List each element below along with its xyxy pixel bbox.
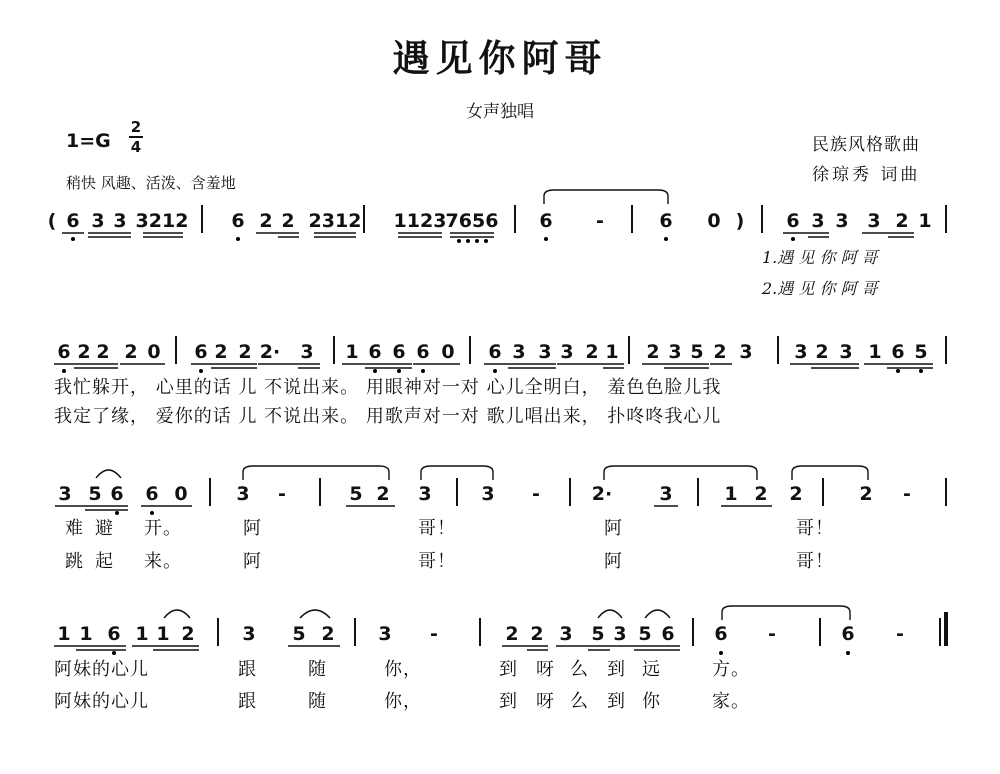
song-style: 民族风格歌曲 [812, 135, 920, 155]
time-signature-bottom: 4 [130, 138, 142, 156]
lyric-word: 你， [384, 691, 422, 712]
octave-dot [115, 511, 119, 515]
note: 3 [481, 483, 495, 505]
lyric-word: 么 [570, 691, 589, 712]
note: - [903, 483, 911, 505]
lyric-word: 你， [384, 659, 422, 680]
note: 1 [79, 623, 93, 645]
tie-slur [243, 466, 389, 480]
score-notes [48, 210, 932, 645]
lyric-word: 难 [65, 518, 84, 539]
tempo-marking: 稍快 风趣、活泼、含羞地 [66, 174, 236, 192]
note: 3 [613, 623, 627, 645]
note: 5 [88, 483, 102, 505]
note: 5 [349, 483, 363, 505]
octave-dot [466, 239, 470, 243]
note: - [430, 623, 438, 645]
octave-dot [493, 369, 497, 373]
note: 3 [242, 623, 256, 645]
note: 2 [585, 341, 599, 363]
note: - [278, 483, 286, 505]
note: 6 [714, 623, 728, 645]
lyric-word: 跟 [238, 659, 257, 680]
note: 6 [194, 341, 208, 363]
note: 3 [300, 341, 314, 363]
lyric-verse-2: 2.遇 见 你 阿 哥 [762, 279, 878, 298]
note: 6 [659, 210, 673, 232]
octave-dot [397, 369, 401, 373]
note: 1 [345, 341, 359, 363]
lyric-word: 到 [607, 659, 626, 680]
lyric-word: 阿 [604, 518, 623, 539]
note: 6 [891, 341, 905, 363]
note: 5 [914, 341, 928, 363]
octave-dot [484, 239, 488, 243]
note: 3 [236, 483, 250, 505]
note: 2 [895, 210, 909, 232]
note: 2 [754, 483, 768, 505]
song-title: 遇见你阿哥 [392, 37, 608, 80]
note: 3 [867, 210, 881, 232]
lyric-line-2-verse-1: 我忙躲开， 心里的话 儿 不说出来。 用眼神对一对 心儿全明白， 羞色色脸儿我 [54, 377, 722, 398]
lyric-word: 开。 [144, 518, 182, 539]
note: - [768, 623, 776, 645]
lyric-word: 哥！ [796, 551, 834, 572]
lyric-word: 阿妹的心儿 [54, 659, 149, 680]
note: 2 [321, 623, 335, 645]
note: 2 [505, 623, 519, 645]
octave-dot [112, 651, 116, 655]
tie-slur [604, 466, 757, 480]
note: 1 [135, 623, 149, 645]
note: 2 [181, 623, 195, 645]
note: 6 [368, 341, 382, 363]
lyric-line-2-verse-2: 我定了缘， 爱你的话 儿 不说出来。 用歌声对一对 歌儿唱出来， 扑咚咚我心儿 [54, 406, 722, 427]
octave-dot [373, 369, 377, 373]
octave-dot [457, 239, 461, 243]
octave-dot [150, 511, 154, 515]
note: 3 [378, 623, 392, 645]
note: 3 [512, 341, 526, 363]
note: 3 [538, 341, 552, 363]
note: 3 [113, 210, 127, 232]
octave-dot [719, 651, 723, 655]
tie-slur [421, 466, 493, 480]
note: 2· [591, 483, 613, 505]
note: 3 [794, 341, 808, 363]
lyric-word: 哥！ [796, 518, 834, 539]
octave-dot [421, 369, 425, 373]
lyric-word: 到 [499, 691, 518, 712]
note: 2 [77, 341, 91, 363]
note: 1 [918, 210, 932, 232]
lyric-word: 远 [642, 659, 661, 680]
lyric-word: 到 [607, 691, 626, 712]
note: 1 [605, 341, 619, 363]
lyric-word: 阿 [243, 518, 262, 539]
note: 3 [811, 210, 825, 232]
lyric-word: 哥！ [418, 518, 456, 539]
note: 6 [392, 341, 406, 363]
note: 3 [560, 341, 574, 363]
tie-slur [722, 606, 850, 620]
note: 2 [859, 483, 873, 505]
note: 2 [789, 483, 803, 505]
tie-slur [645, 610, 670, 618]
lyric-word: 阿 [243, 551, 262, 572]
octave-dot [664, 237, 668, 241]
note: 5 [690, 341, 704, 363]
lyric-word: 家。 [712, 691, 750, 712]
octave-dot [846, 651, 850, 655]
lyric-word: 随 [308, 691, 327, 712]
note: ( [47, 210, 57, 232]
note: 3 [668, 341, 682, 363]
lyric-word: 随 [308, 659, 327, 680]
note: 1 [156, 623, 170, 645]
lyric-word: 方。 [712, 659, 750, 680]
note: 2 [124, 341, 138, 363]
octave-dot [896, 369, 900, 373]
tie-slur [544, 190, 668, 204]
note: 0 [707, 210, 721, 232]
note: 2312 [308, 210, 362, 232]
tie-slur [598, 610, 622, 618]
note: 1 [724, 483, 738, 505]
note: 6 [488, 341, 502, 363]
octave-dot [236, 237, 240, 241]
note: 3 [58, 483, 72, 505]
note: 6 [416, 341, 430, 363]
octave-dot [199, 369, 203, 373]
note: 6 [539, 210, 553, 232]
key-signature: 1=G [66, 130, 111, 152]
octave-dot [544, 237, 548, 241]
note: - [532, 483, 540, 505]
note: 3 [839, 341, 853, 363]
lyric-word: 来。 [144, 551, 182, 572]
note: 7656 [445, 210, 499, 232]
note: 2 [530, 623, 544, 645]
note: 3 [835, 210, 849, 232]
lyric-word: 跳 [65, 551, 84, 572]
note: 3212 [135, 210, 189, 232]
lyric-word: 阿妹的心儿 [54, 691, 149, 712]
note: 0 [147, 341, 161, 363]
note: 6 [110, 483, 124, 505]
lyric-word: 避 [95, 518, 114, 539]
note: 2· [259, 341, 281, 363]
note: 3 [659, 483, 673, 505]
octave-dot [791, 237, 795, 241]
note: 1 [57, 623, 71, 645]
note: 2 [214, 341, 228, 363]
octave-dot [62, 369, 66, 373]
octave-dot [71, 237, 75, 241]
lyric-word: 哥！ [418, 551, 456, 572]
note: 6 [661, 623, 675, 645]
note: 0 [441, 341, 455, 363]
note: ) [735, 210, 745, 232]
note: 5 [638, 623, 652, 645]
lyric-word: 你 [642, 691, 661, 712]
lyric-word: 呀 [536, 691, 555, 712]
note: 6 [57, 341, 71, 363]
note: 6 [841, 623, 855, 645]
song-credit: 徐琼秀 词曲 [812, 165, 921, 185]
tie-slur [792, 466, 868, 480]
lyric-word: 跟 [238, 691, 257, 712]
note: 3 [559, 623, 573, 645]
note: 5 [591, 623, 605, 645]
note: 3 [91, 210, 105, 232]
lyric-word: 么 [570, 659, 589, 680]
note: 6 [145, 483, 159, 505]
octave-dot [919, 369, 923, 373]
note: - [896, 623, 904, 645]
note: 0 [174, 483, 188, 505]
note: 6 [66, 210, 80, 232]
lyric-word: 阿 [604, 551, 623, 572]
performance-type: 女声独唱 [466, 102, 534, 122]
note: 2 [281, 210, 295, 232]
lyric-verse-1: 1.遇 见 你 阿 哥 [762, 248, 878, 267]
note: 2 [646, 341, 660, 363]
time-signature-top: 2 [130, 118, 142, 136]
note: 5 [292, 623, 306, 645]
note: 2 [96, 341, 110, 363]
lyric-word: 到 [499, 659, 518, 680]
note: 1123 [393, 210, 447, 232]
tie-slur [300, 610, 330, 618]
note: 3 [739, 341, 753, 363]
lyric-word: 呀 [536, 659, 555, 680]
tie-slur [164, 610, 190, 618]
note: 6 [786, 210, 800, 232]
lyric-word: 起 [95, 551, 114, 572]
note: 2 [238, 341, 252, 363]
note: 1 [868, 341, 882, 363]
note: 2 [259, 210, 273, 232]
octave-dot [475, 239, 479, 243]
note: - [596, 210, 604, 232]
note: 6 [231, 210, 245, 232]
note: 2 [815, 341, 829, 363]
tie-slur [96, 470, 121, 478]
note: 2 [713, 341, 727, 363]
note: 2 [376, 483, 390, 505]
note: 3 [418, 483, 432, 505]
note: 6 [107, 623, 121, 645]
